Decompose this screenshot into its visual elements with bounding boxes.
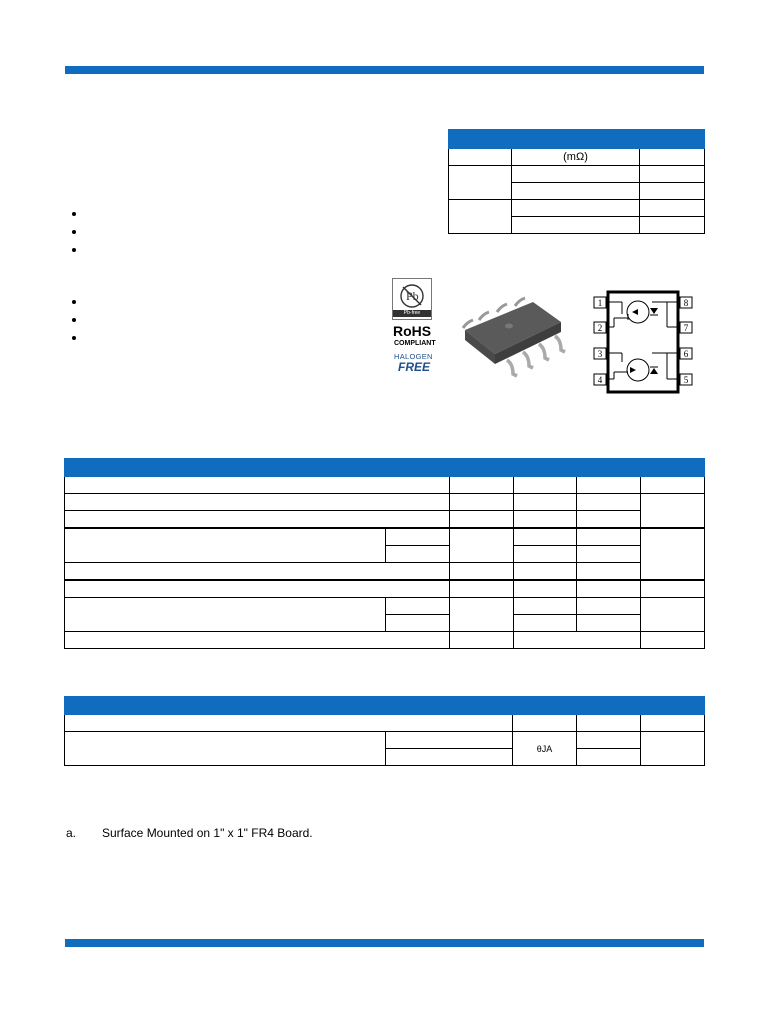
table-cell — [640, 149, 705, 166]
table-cell — [512, 217, 640, 234]
footnote-label: a. — [66, 826, 77, 840]
table-cell — [512, 183, 640, 200]
thermal-symbol: θJA — [513, 732, 577, 766]
table-cell — [449, 166, 512, 200]
table-row — [65, 511, 705, 529]
halogen-label: HALOGEN — [394, 352, 433, 361]
table-cell — [449, 149, 512, 166]
table-header — [65, 697, 705, 715]
footnote-text: Surface Mounted on 1" x 1" FR4 Board. — [102, 826, 313, 840]
absolute-ratings-table — [64, 458, 705, 649]
table-row — [65, 528, 705, 546]
rds-unit-header: (mΩ) — [512, 149, 640, 166]
pin-label: 5 — [683, 375, 689, 385]
pin-label: 1 — [597, 298, 603, 308]
table-cell — [640, 217, 705, 234]
rohs-title: RoHS — [393, 323, 432, 339]
table-cell — [640, 166, 705, 183]
rohs-compliant-label: COMPLIANT — [394, 340, 436, 347]
table-header — [449, 130, 705, 149]
table-cell — [512, 200, 640, 217]
table-row — [65, 494, 705, 511]
pin-label: 7 — [683, 323, 689, 333]
so8-package-image — [455, 292, 575, 382]
free-label: FREE — [398, 360, 431, 374]
pb-free-badge — [392, 278, 432, 320]
table-row — [65, 563, 705, 581]
table-row — [65, 477, 705, 494]
table-row — [65, 580, 705, 598]
table-header — [65, 459, 705, 477]
table-cell — [512, 166, 640, 183]
pin-label: 2 — [597, 323, 603, 333]
table-row — [65, 632, 705, 649]
table-row — [65, 598, 705, 615]
footnote — [66, 826, 313, 840]
footer-bar — [65, 939, 704, 947]
pinout-diagram — [592, 290, 702, 395]
pb-free-label: Pb-free — [393, 310, 431, 317]
header-bar — [65, 66, 704, 74]
pin-label: 6 — [683, 349, 689, 359]
product-summary-table — [448, 129, 705, 234]
table-row — [65, 715, 705, 732]
table-cell — [449, 200, 512, 234]
table-cell — [640, 200, 705, 217]
svg-text:Pb: Pb — [406, 289, 419, 303]
pin-label: 4 — [597, 375, 603, 385]
pin-label: 8 — [683, 298, 689, 308]
table-cell — [640, 183, 705, 200]
pin-label: 3 — [597, 349, 603, 359]
table-row — [65, 732, 705, 749]
thermal-resistance-table — [64, 696, 705, 766]
